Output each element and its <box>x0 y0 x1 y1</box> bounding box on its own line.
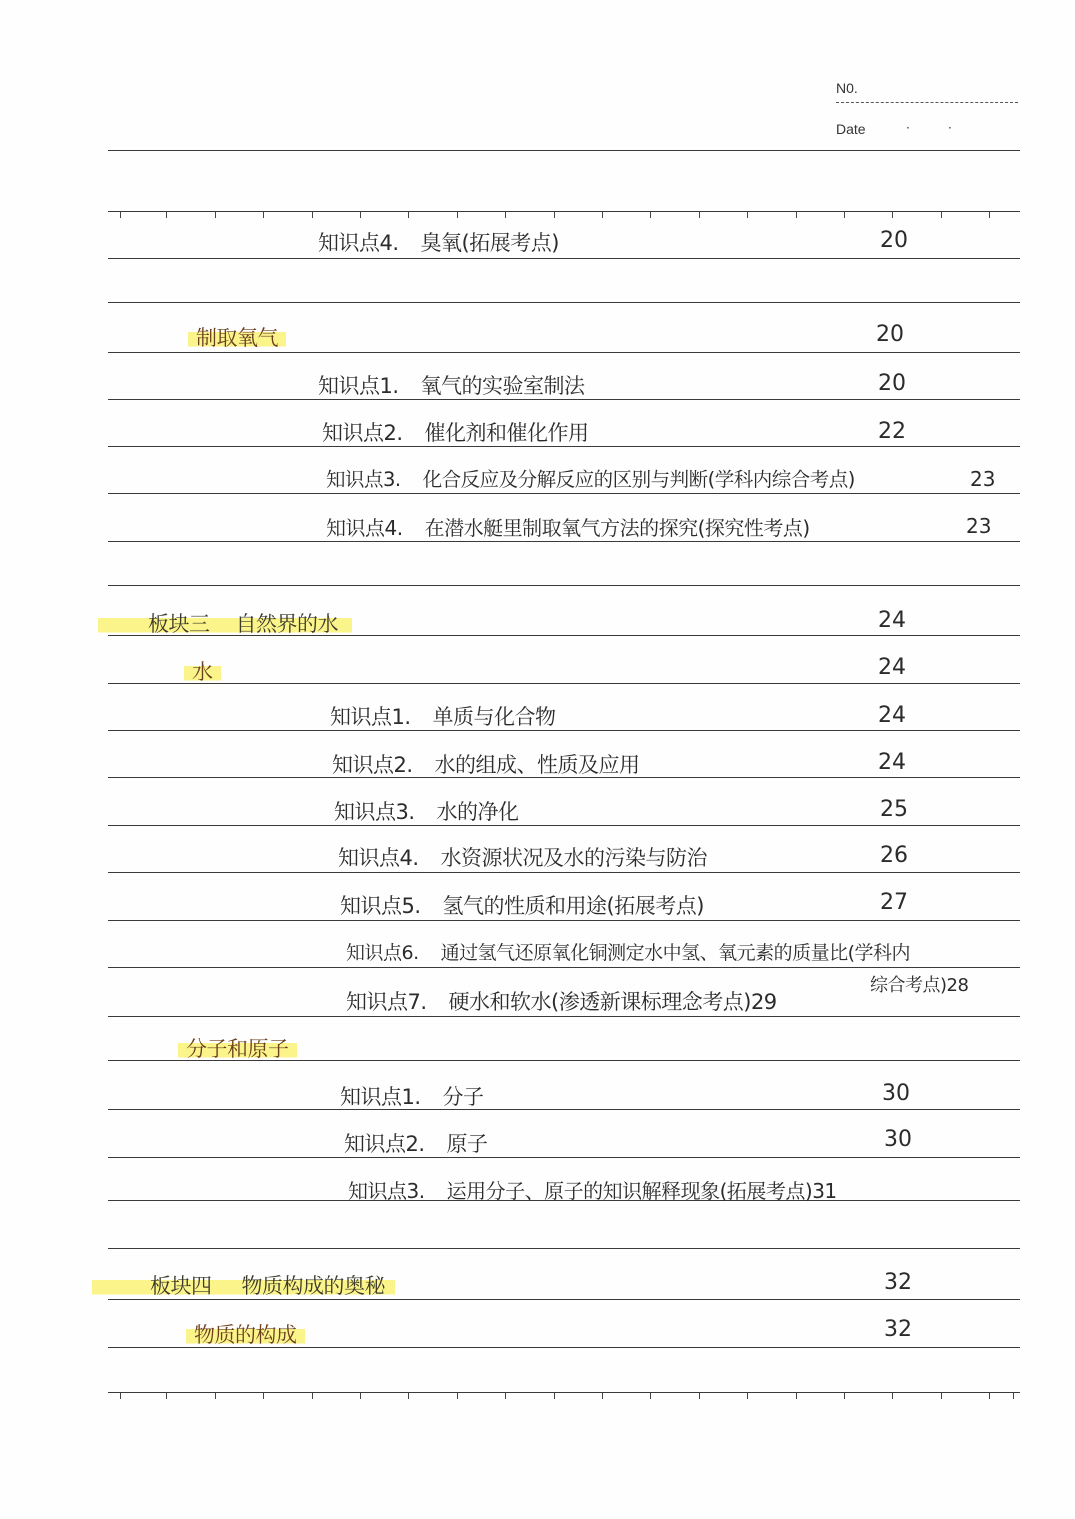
point-title: 原子 <box>446 1132 488 1156</box>
point-title: 在潜水艇里制取氧气方法的探究(探究性考点) <box>424 516 810 540</box>
point-label: 知识点3. <box>326 468 401 491</box>
section-title: 分子和原子 <box>178 1037 297 1061</box>
toc-entry <box>334 799 519 825</box>
page-number: 24 <box>878 655 906 680</box>
page-number: 28 <box>946 975 969 996</box>
point-label: 知识点3. <box>334 800 415 824</box>
toc-entry <box>326 467 855 493</box>
point-label: 知识点4. <box>326 516 403 540</box>
point-label: 知识点7. <box>346 990 427 1014</box>
point-title: 氢气的性质和用途(拓展考点) <box>442 894 704 918</box>
section-title: 水 <box>184 660 221 684</box>
page-number: 25 <box>880 797 908 822</box>
number-dashed-line <box>836 102 1018 103</box>
rule-line <box>108 585 1020 586</box>
chapter-label: 板块四 <box>150 1274 212 1298</box>
toc-entry <box>338 845 707 871</box>
toc-section <box>196 325 286 351</box>
point-title: 水的组成、性质及应用 <box>434 753 640 777</box>
date-label: Date <box>836 121 866 137</box>
toc-entry <box>326 515 810 541</box>
toc-entry <box>318 373 585 399</box>
toc-entry-continuation <box>870 973 968 999</box>
point-title: 运用分子、原子的知识解释现象(拓展考点) <box>446 1179 813 1203</box>
page-number: 20 <box>876 322 904 347</box>
header-rule <box>108 150 1020 151</box>
toc-entry <box>348 1178 837 1204</box>
toc-entry <box>332 752 640 778</box>
page-number: 27 <box>880 890 908 915</box>
rule-line <box>108 1016 1020 1017</box>
page-number: 23 <box>966 514 992 538</box>
section-title: 制取氧气 <box>188 326 286 350</box>
page-number: 29 <box>750 990 777 1014</box>
point-title: 水资源状况及水的污染与防治 <box>440 846 708 870</box>
rule-line <box>108 683 1020 684</box>
page-number: 32 <box>884 1270 912 1295</box>
bottom-ruler <box>108 1392 1020 1401</box>
page-number: 24 <box>878 750 906 775</box>
point-title: 臭氧(拓展考点) <box>420 231 559 255</box>
rule-line <box>108 967 1020 968</box>
toc-section <box>186 1036 297 1062</box>
chapter-label: 板块三 <box>148 612 210 636</box>
rule-line <box>108 1157 1020 1158</box>
rule-line <box>108 920 1020 921</box>
point-title: 催化剂和催化作用 <box>424 421 589 445</box>
toc-entry <box>330 704 556 730</box>
rule-line <box>108 493 1020 494</box>
number-label: N0. <box>836 80 858 96</box>
page-number: 23 <box>970 467 996 491</box>
page-number: 26 <box>880 843 908 868</box>
rule-line <box>108 730 1020 731</box>
point-label: 知识点3. <box>348 1179 425 1203</box>
toc-chapter <box>150 1273 395 1299</box>
page-number: 30 <box>884 1127 912 1152</box>
rule-line <box>108 258 1020 259</box>
toc-entry <box>344 1131 488 1157</box>
point-title: 分子 <box>442 1085 484 1109</box>
point-label: 知识点4. <box>338 846 419 870</box>
chapter-title: 物质构成的奥秘 <box>241 1274 385 1298</box>
rule-line <box>108 352 1020 353</box>
date-separator: · <box>906 121 910 135</box>
toc-entry <box>318 230 559 256</box>
rule-line <box>108 399 1020 400</box>
date-separator: · <box>948 121 952 135</box>
rule-line <box>108 541 1020 542</box>
toc-entry <box>340 893 704 919</box>
rule-line <box>108 446 1020 447</box>
point-label: 知识点1. <box>340 1085 421 1109</box>
point-title: 通过氢气还原氧化铜测定水中氢、氧元素的质量比(学科内 <box>440 942 911 964</box>
point-title: 水的净化 <box>436 800 519 824</box>
page-number: 24 <box>878 703 906 728</box>
point-label: 知识点5. <box>340 894 421 918</box>
point-label: 知识点2. <box>322 421 403 445</box>
rule-line <box>108 825 1020 826</box>
point-label: 知识点2. <box>344 1132 425 1156</box>
point-title-continuation: 综合考点) <box>870 975 947 996</box>
page-number: 32 <box>884 1317 912 1342</box>
page-number: 20 <box>878 371 906 396</box>
point-label: 知识点1. <box>330 705 411 729</box>
page-number: 31 <box>812 1179 837 1203</box>
top-ruler <box>108 211 1020 220</box>
page-number: 22 <box>878 419 906 444</box>
rule-line <box>108 1248 1020 1249</box>
rule-line <box>108 1109 1020 1110</box>
toc-entry <box>346 989 777 1015</box>
toc-entry <box>340 1084 484 1110</box>
point-title: 单质与化合物 <box>432 705 556 729</box>
toc-section <box>192 659 221 685</box>
point-label: 知识点2. <box>332 753 413 777</box>
point-label: 知识点6. <box>346 942 419 964</box>
rule-line <box>108 302 1020 303</box>
chapter-title: 自然界的水 <box>235 612 338 636</box>
toc-entry <box>322 420 589 446</box>
toc-entry <box>346 940 910 966</box>
point-label: 知识点1. <box>318 374 399 398</box>
point-title: 硬水和软水(渗透新课标理念考点) <box>448 990 751 1014</box>
rule-line <box>108 872 1020 873</box>
toc-section <box>194 1322 305 1348</box>
rule-line <box>108 1299 1020 1300</box>
page-number: 20 <box>880 228 908 253</box>
point-title: 化合反应及分解反应的区别与判断(学科内综合考点) <box>422 468 855 491</box>
point-label: 知识点4. <box>318 231 399 255</box>
page-number: 24 <box>878 608 906 633</box>
point-title: 氧气的实验室制法 <box>420 374 585 398</box>
section-title: 物质的构成 <box>186 1323 305 1347</box>
toc-chapter <box>148 611 352 637</box>
page-number: 30 <box>882 1081 910 1106</box>
